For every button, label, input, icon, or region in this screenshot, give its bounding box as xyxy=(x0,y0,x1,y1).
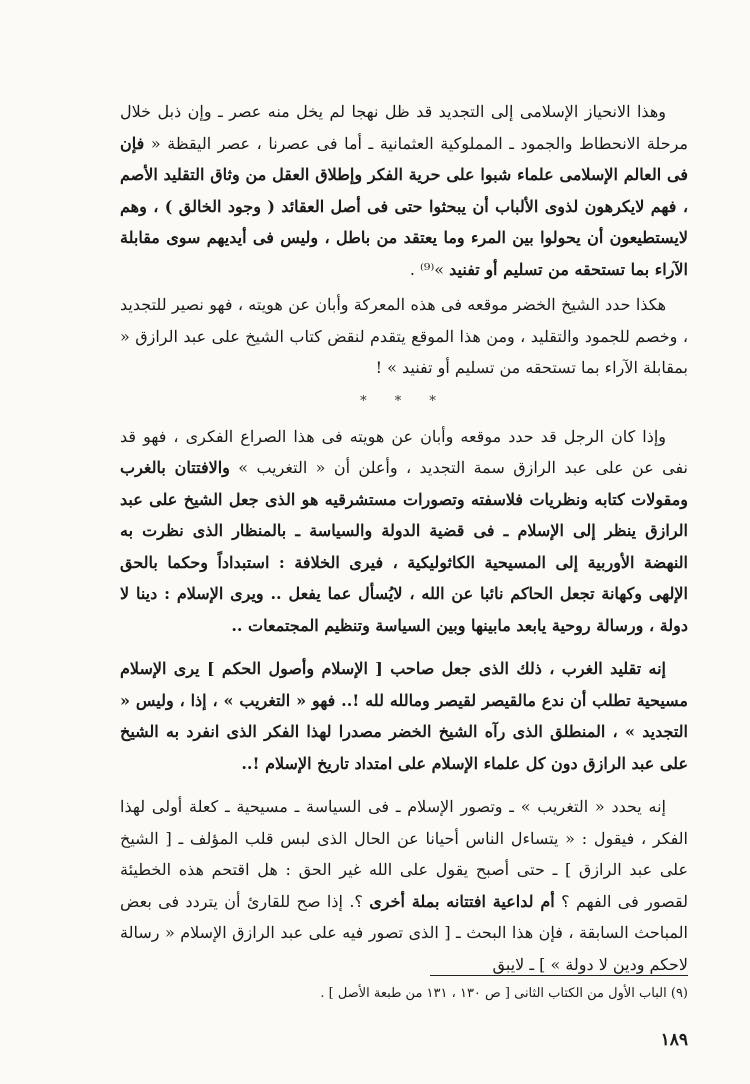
paragraph-5 xyxy=(120,791,688,980)
paragraph-4: إنه تقليد الغرب ، ذلك الذى جعل صاحب [ الإسلام وأصول الحكم ] يرى الإسلام مسيحية تطلب أن ندع مالقيصر لقيصر ومالله لله !.. فهو « التغريب » ، إذا ، وليس « التجديد » ، المنطلق الذى رآه الشيخ الخضر مصدرا لهذا الفكر الذى انفرد به الشيخ على عبد الرازق دون كل علماء الإسلام على امتداد تاريخ الإسلام !.. xyxy=(120,659,688,773)
paragraph-2: هكذا حدد الشيخ الخضر موقعه فى هذه المعركة وأبان عن هويته ، فهو نصير للتجديد ، وخصم للجمود والتقليد ، ومن هذا الموقع يتقدم لنقض كتاب الشيخ على عبد الرازق « بمقابلة الآراء بما تستحقه من تسليم أو تفنيد » ! xyxy=(120,295,688,377)
footnote-rule xyxy=(430,975,688,976)
paragraph-5-rest: ؟. إذا صح للقارئ أن يتردد فى بعض المباحث السابقة ، فإن هذا البحث ـ [ الذى تصور فيه على عبد الرازق الإسلام « رسالة لاحكم ودين لا دولة » ] ـ لايبق xyxy=(120,891,688,974)
paragraph-1-plain: وهذا الانحياز الإسلامى إلى التجديد قد ظل نهجا لم يخل منه عصر ـ وإن ذبل خلال مرحلة الانحطاط والجمود ـ المملوكية العثمانية ـ أما فى عصرنا ، عصر اليقظة « xyxy=(120,102,688,153)
paragraph-5-plain: إنه يحدد « التغريب » ـ وتصور الإسلام ـ فى السياسة ـ مسيحية ـ كعلة أولى لهذا الفكر ، فيقول : « يتساءل الناس أحيانا عن الحال الذى لبس قلب المؤلف ـ [ الشيخ على عبد الرازق ] ـ حتى أصبح يقول على الله غير الحق : هل اقتحم هذه الخطيئة لقصور فى الفهم ؟ xyxy=(120,797,688,911)
page-number: ١٨٩ xyxy=(660,1030,688,1050)
paragraph-5-bold: أم لداعية افتتانه بملة أخرى xyxy=(369,891,555,911)
paragraph-1-bold-quote: فإن فى العالم الإسلامى علماء شبوا على حرية الفكر وإطلاق العقل من وثاق التقليد الأصم ، فهم لايكرهون لذوى الألباب أن يبحثوا حتى فى أصل العقائد ( وجود الخالق ) ، وهم لايستطيعون أن يحولوا بين المرء وما يعتقد من باطل ، وليس فى أيديهم سوى مقابلة الآراء بما تستحقه من تسليم أو تفنيد xyxy=(120,133,688,279)
paragraph-3-plain: وإذا كان الرجل قد حدد موقعه وأبان عن هويته فى هذا الصراع الفكرى ، فهو قد نفى عن على عبد الرازق سمة التجديد ، وأعلن أن « التغريب » xyxy=(120,426,689,477)
paragraph-3 xyxy=(120,421,688,642)
paragraph-3-bold: والافتتان بالغرب ومقولات كتابه ونظريات فلاسفته وتصورات مستشرقيه هو الذى جعل الشيخ على عبد الرازق ينظر إلى الإسلام ـ فى قضية الدولة والسياسة ـ بالمنظار الذى نظرت به النهضة الأوربية إلى المسيحية الكاثوليكية ، فيرى الخلافة : استبداداً وحكما بالحق الإلهى وكهانة تجعل الحاكم نائبا عن الله ، لايُسأل عما يفعل .. ويرى الإسلام : دينا لا دولة ، ورسالة روحية يابعد مابينها وبين السياسة وتنظيم المجتمعات .. xyxy=(120,458,688,635)
paragraph-1-ending: »⁽⁹⁾ . xyxy=(409,259,450,279)
footnote: (٩) الباب الأول من الكتاب الثانى [ ص ١٣٠ ، ١٣١ من طبعة الأصل ] . xyxy=(320,986,688,1001)
main-text xyxy=(120,96,688,980)
section-separator: * * * xyxy=(360,393,448,409)
paragraph-1 xyxy=(120,96,688,285)
